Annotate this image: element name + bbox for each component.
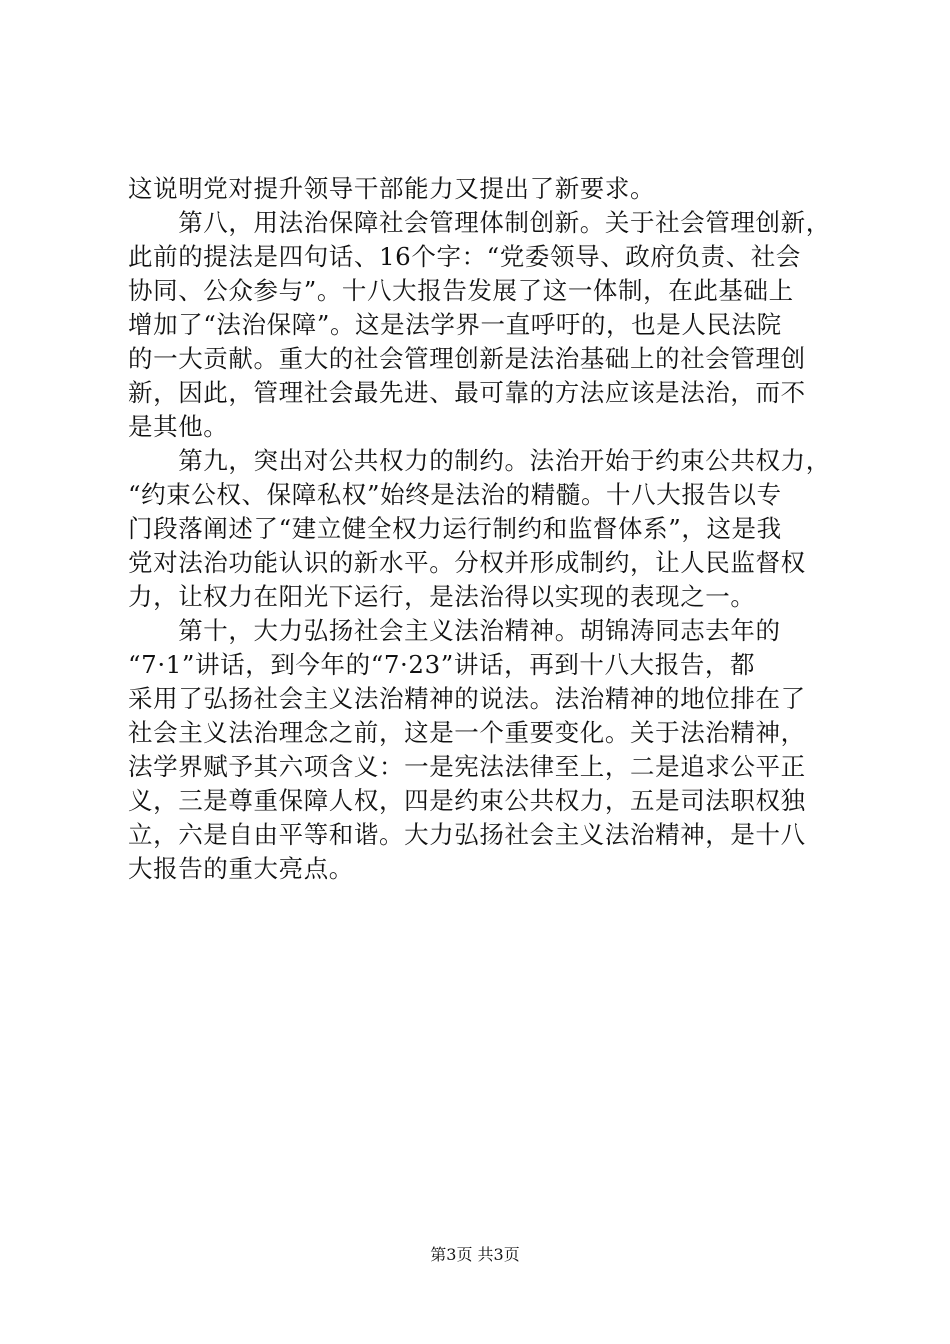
text-line: 立，六是自由平等和谐。大力弘扬社会主义法治精神，是十八 xyxy=(128,820,806,849)
text-line: 第十，大力弘扬社会主义法治精神。胡锦涛同志去年的 xyxy=(128,616,781,645)
text-line: 法学界赋予其六项含义：一是宪法法律至上，二是追求公平正 xyxy=(128,752,806,781)
text-line: 这说明党对提升领导干部能力又提出了新要求。 xyxy=(128,174,656,203)
text-line: 采用了弘扬社会主义法治精神的说法。法治精神的地位排在了 xyxy=(128,684,806,713)
text-line: “约束公权、保障私权”始终是法治的精髓。十八大报告以专 xyxy=(128,480,782,509)
text-line: 此前的提法是四句话、16个字：“党委领导、政府负责、社会 xyxy=(128,242,801,271)
text-line: 是其他。 xyxy=(128,412,229,441)
text-line: “7·1”讲话，到今年的“7·23”讲话，再到十八大报告，都 xyxy=(128,650,756,679)
page-number-footer: 第3页 共3页 xyxy=(430,1245,520,1264)
text-line: 增加了“法治保障”。这是法学界一直呼吁的，也是人民法院 xyxy=(128,310,782,339)
text-line: 门段落阐述了“建立健全权力运行制约和监督体系”，这是我 xyxy=(128,514,782,543)
text-line: 大报告的重大亮点。 xyxy=(128,854,354,883)
text-line: 第八，用法治保障社会管理体制创新。关于社会管理创新， xyxy=(128,208,831,237)
text-line: 协同、公众参与”。十八大报告发展了这一体制，在此基础上 xyxy=(128,276,794,305)
text-line: 第九，突出对公共权力的制约。法治开始于约束公共权力， xyxy=(128,446,831,475)
text-line: 党对法治功能认识的新水平。分权并形成制约，让人民监督权 xyxy=(128,548,806,577)
text-line: 的一大贡献。重大的社会管理创新是法治基础上的社会管理创 xyxy=(128,344,806,373)
text-line: 义，三是尊重保障人权，四是约束公共权力，五是司法职权独 xyxy=(128,786,806,815)
text-line: 力，让权力在阳光下运行，是法治得以实现的表现之一。 xyxy=(128,582,756,611)
text-line: 社会主义法治理念之前，这是一个重要变化。关于法治精神， xyxy=(128,718,806,747)
text-line: 新，因此，管理社会最先进、最可靠的方法应该是法治，而不 xyxy=(128,378,806,407)
